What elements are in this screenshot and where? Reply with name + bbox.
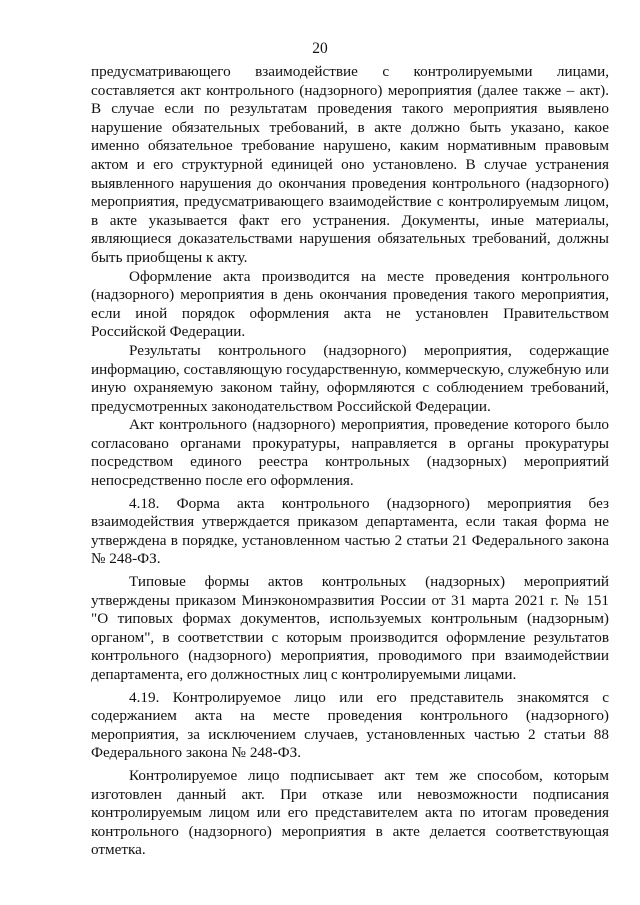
paragraph-4-19-familiarization: 4.19. Контролируемое лицо или его представитель знакомятся с содержанием акта на месте проведения контрольного (надзорного) мероприятия, за исключением случаев, установленных частью 2 статьи 88 Федерального закона № 248-ФЗ. [91,688,609,762]
paragraph-act-composition: предусматривающего взаимодействие с контролируемыми лицами, составляется акт контрольного (надзорного) мероприятия (далее также – акт). В случае если по результатам проведения такого мероприятия выявлено нарушение обязательных требований, в акте должно быть указано, какое именно обязательное требование нарушено, каким нормативным правовым актом и его структурной единицей оно установлено. В случае устранения выявленного нарушения до окончания проведения контрольного (надзорного) мероприятия, предусматривающего взаимодействие с контролируемым лицом, в акте указывается факт его устранения. Документы, иные материалы, являющиеся доказательствами нарушения обязательных требований, должны быть приобщены к акту. [91,63,609,266]
paragraph-typical-act-forms: Типовые формы актов контрольных (надзорных) мероприятий утверждены приказом Минэкономразвития России от 31 марта 2021 г. № 151 "О типовых формах документов, используемых контрольным (надзорным) органом", в соответствии с которым производится оформление результатов контрольного (надзорного) мероприятия, проводимого при взаимодействии департамента, его должностных лиц с контролируемыми лицами. [91,573,609,683]
paragraph-act-execution: Оформление акта производится на месте проведения контрольного (надзорного) мероприятия в день окончания проведения такого мероприятия, если иной порядок оформления акта не установлен Правительством Российской Федерации. [91,267,609,341]
paragraph-act-signing: Контролируемое лицо подписывает акт тем же способом, которым изготовлен данный акт. При отказе или невозможности подписания контролируемым лицом или его представителем акта по итогам проведения контрольного (надзорного) мероприятия в акте делается соответствующая отметка. [91,766,609,859]
paragraph-4-18-act-form: 4.18. Форма акта контрольного (надзорного) мероприятия без взаимодействия утверждается приказом департамента, если такая форма не утверждена в порядке, установленном частью 2 статьи 21 Федерального закона № 248-ФЗ. [91,494,609,568]
paragraph-prosecutor-notification: Акт контрольного (надзорного) мероприятия, проведение которого было согласовано органами прокуратуры, направляется в органы прокуратуры посредством единого реестра контрольных (надзорных) мероприятий непосредственно после его оформления. [91,416,609,490]
paragraph-secret-information: Результаты контрольного (надзорного) мероприятия, содержащие информацию, составляющую государственную, коммерческую, служебную или иную охраняемую законом тайну, оформляются с соблюдением требований, предусмотренных законодательством Российской Федерации. [91,341,609,415]
document-body [91,63,609,860]
page-number: 20 [312,40,328,57]
